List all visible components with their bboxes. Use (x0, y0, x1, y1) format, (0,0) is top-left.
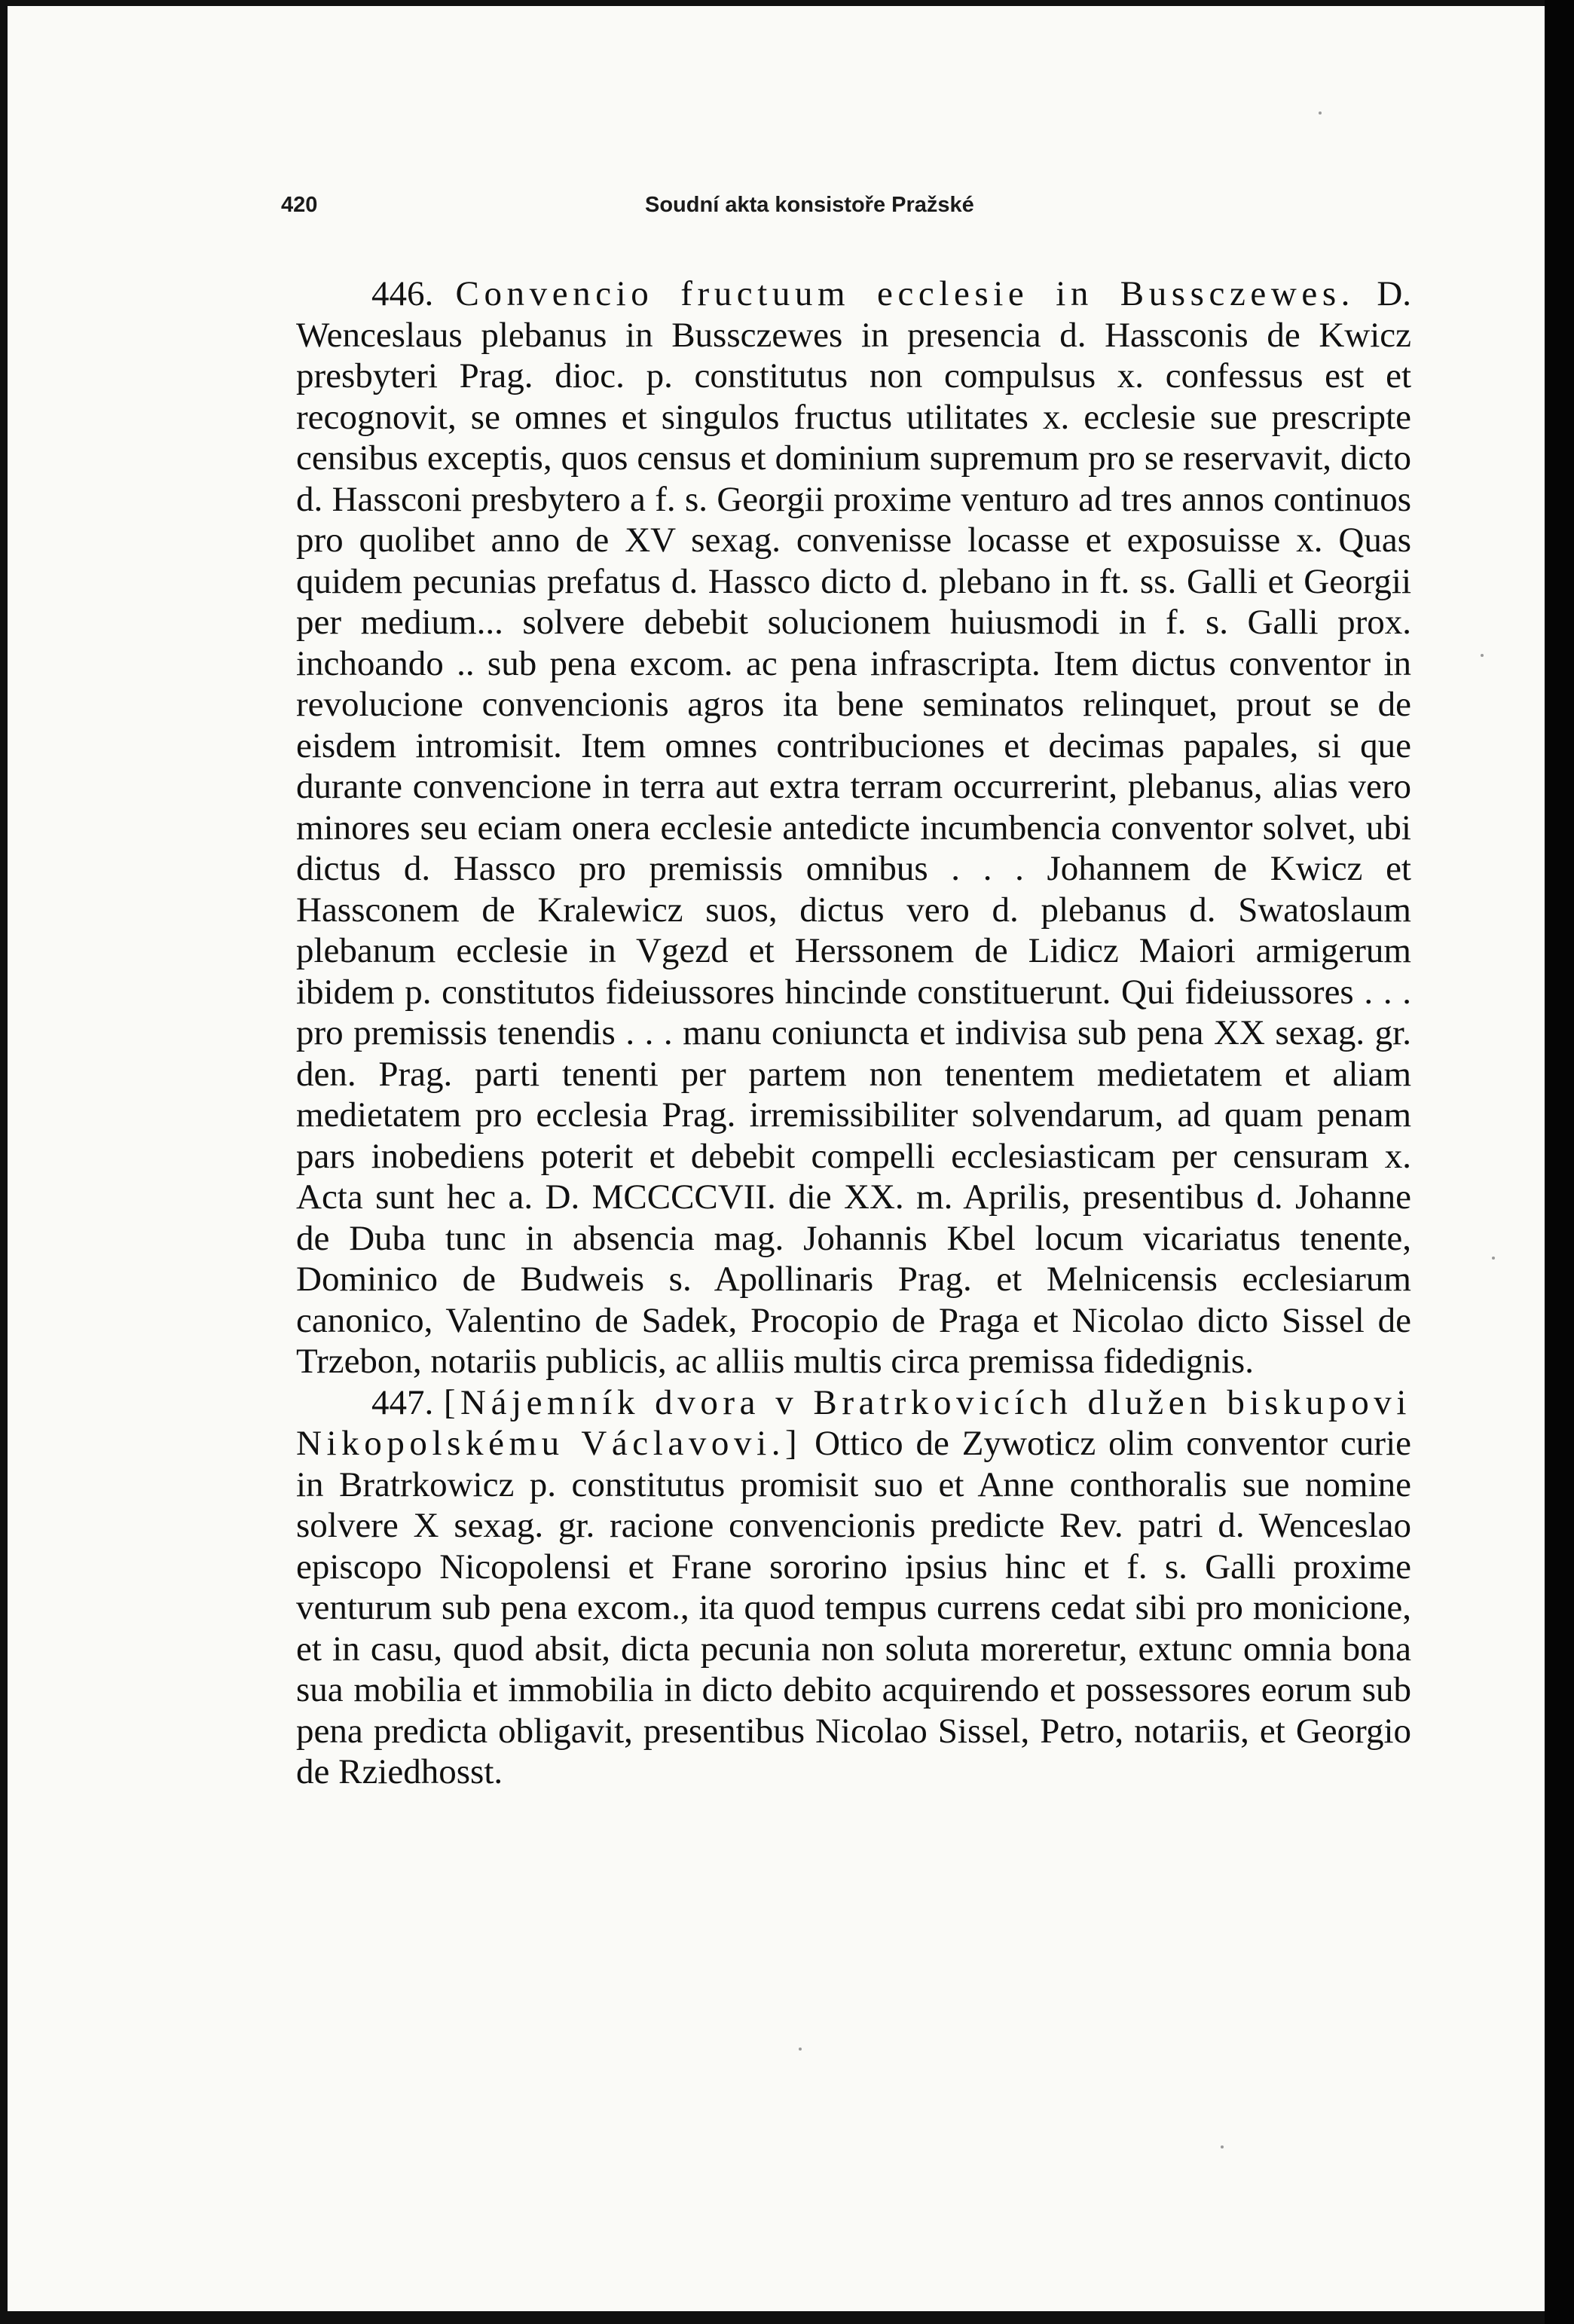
entry-text: Ottico de Zywoticz olim conventor curie in Bratrkowicz p. constitutus promisit suo et Anne conthoralis sue nomine solvere X sexag. gr. racione convencionis predicte Rev. patri d. Wenceslao episcopo Nicopolensi et Frane sororino ipsius hinc et f. s. Galli proxime venturum sub pena excom., ita quod tempus currens cedat sibi pro monicione, et in casu, quod absit, dicta pecunia non soluta moreretur, extunc omnia bona sua mobilia et immobilia in dicto debito acquirendo et possessores eorum sub pena predicta obligavit, presentibus Nicolao Sissel, Petro, notariis, et Georgio de Rziedhosst. (296, 1424, 1411, 1791)
entry-446 (296, 273, 1411, 1382)
entry-number: 446. (371, 274, 434, 313)
entry-title: [Nájemník dvora v Bratrkovicích dlužen biskupovi Nikopolskému Václavovi.] (296, 1382, 1412, 1463)
paper-speck (799, 2048, 802, 2051)
entry-number: 447. (371, 1382, 434, 1422)
paper-speck (1221, 2145, 1224, 2148)
document-page (8, 6, 1545, 2311)
paper-speck (1492, 1257, 1495, 1260)
paper-speck (1481, 654, 1484, 657)
page-header (281, 193, 1411, 223)
scan-border (1545, 0, 1574, 2324)
entry-447 (296, 1382, 1411, 1793)
entry-title: Convencio fructuum ecclesie in Bussczewes. (455, 274, 1355, 313)
body-text (296, 273, 1411, 1793)
running-title: Soudní akta konsistoře Pražské (645, 193, 974, 217)
entry-text: D. Wenceslaus plebanus in Bussczewes in presencia d. Hassconis de Kwicz presbyteri Prag. dioc. p. constitutus non compulsus x. confessus est et recognovit, se omnes et singulos fructus utilitates x. ecclesie sue prescripte censibus exceptis, quos census et dominium supremum pro se reservavit, dicto d. Hassconi presbytero a f. s. Georgii proxime venturo ad tres annos continuos pro quolibet anno de XV sexag. convenisse locasse et exposuisse x. Quas quidem pecunias prefatus d. Hassco dicto d. plebano in ft. ss. Galli et Georgii per medium... solvere debebit solucionem huiusmodi in f. s. Galli prox. inchoando .. sub pena excom. ac pena infrascripta. Item dictus conventor in revolucione convencionis agros ita bene seminatos relinquet, prout se de eisdem intromisit. Item omnes contribuciones et decimas papales, si que durante convencione in terra aut extra terram occurrerint, plebanus, alias vero minores seu eciam onera ecclesie antedicte incumbencia conventor solvet, ubi dictus d. Hassco pro premissis omnibus . . . Johannem de Kwicz et Hassconem de Kralewicz suos, dictus vero d. plebanus d. Swatoslaum plebanum ecclesie in Vgezd et Herssonem de Lidicz Maiori armigerum ibidem p. constitutos fideiussores hincinde constituerunt. Qui fideiussores . . . pro premissis tenendis . . . manu coniuncta et indivisa sub pena XX sexag. gr. den. Prag. parti tenenti per partem non tenentem medietatem et aliam medietatem pro ecclesia Prag. irremissibiliter solvendarum, ad quam penam pars inobediens poterit et debebit compelli ecclesiasticam per censuram x. Acta sunt hec a. D. MCCCCVII. die XX. m. Aprilis, presentibus d. Johanne de Duba tunc in absencia mag. Johannis Kbel locum vicariatus tenente, Dominico de Budweis s. Apollinaris Prag. et Melnicensis ecclesiarum canonico, Valentino de Sadek, Procopio de Praga et Nicolao dicto Sissel de Trzebon, notariis publicis, ac alliis multis circa premissa fidedignis. (296, 274, 1412, 1381)
paper-speck (1319, 111, 1322, 115)
page-number: 420 (281, 193, 318, 217)
